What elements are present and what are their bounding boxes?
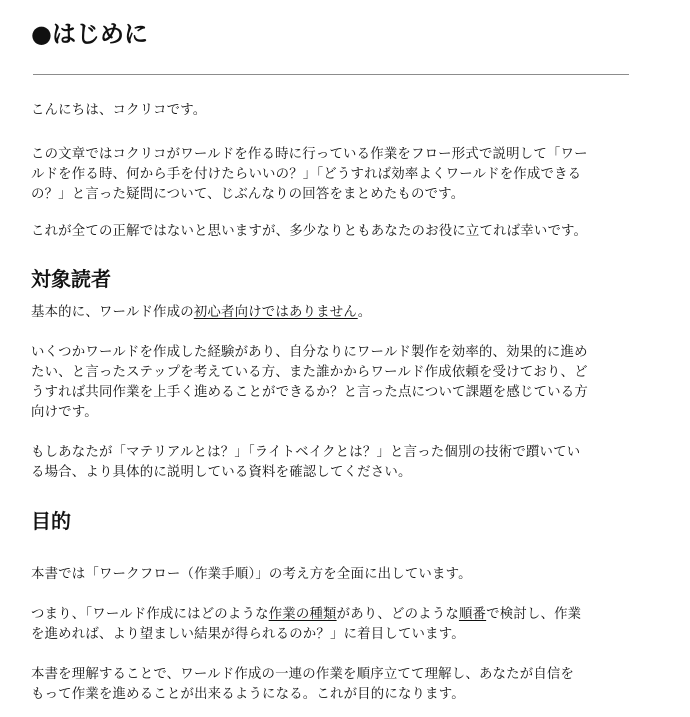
intro-closing-text: これが全ての正解ではないと思いますが、多少なりともあなたのお役に立てれば幸いです。 [31,224,588,239]
intro-paragraph-line-2: ルドを作る時、何から手を付けたらいいの？」「どうすれば効率よくワールドを作成できる [31,167,582,182]
not-for-beginners-emphasis: 初心者向けではありません [193,305,358,320]
audience-note-line-1: もしあなたが「マテリアルとは？」「ライトベイクとは？」と言った個別の技術で躓いてい [31,445,581,460]
purpose-paragraph-3-line-2: もって作業を進めることが出来るようになる。これが目的になります。 [31,687,465,702]
purpose-paragraph-1: 本書では「ワークフロー（作業手順）」の考え方を全面に出しています。 [31,567,472,582]
audience-basic-text [31,303,636,323]
greeting-text: こんにちは、コクリコです。 [31,103,207,118]
purpose-text-segment: で検討し、作業 [486,607,582,622]
purpose-heading: 目的 [31,509,71,533]
purpose-paragraph-2-line-2: を進めれば、より望ましい結果が得られるのか？」に着目しています。 [31,627,465,642]
audience-heading: 対象読者 [31,267,111,291]
order-emphasis: 順番 [458,607,487,622]
audience-paragraph-line-2: たい、と言ったステップを考えている方、また誰かからワールド作成依頼を受けており、ど [31,365,588,380]
intro-paragraph-line-1: この文章ではコクリコがワールドを作る時に行っている作業をフロー形式で説明して「ワー [31,147,588,162]
audience-paragraph-line-1: いくつかワールドを作成した経験があり、自分なりにワールド製作を効率的、効果的に進め [31,345,588,360]
purpose-text-segment: があり、どのような [336,607,459,622]
audience-basic-prefix: 基本的に、ワールド作成の [31,305,194,320]
page-title: ●はじめに [31,20,148,48]
purpose-paragraph-2-line-1 [31,605,636,625]
audience-basic-suffix: 。 [357,305,372,320]
title-divider [33,74,629,75]
work-types-emphasis: 作業の種類 [268,607,337,622]
audience-paragraph-line-3: うすれば共同作業を上手く進めることができるか？と言った点について課題を感じている方 [31,385,588,400]
purpose-paragraph-3-line-1: 本書を理解することで、ワールド作成の一連の作業を順序立てて理解し、あなたが自信を [31,667,575,682]
audience-note-line-2: る場合、より具体的に説明している資料を確認してください。 [31,465,412,480]
audience-paragraph-line-4: 向けです。 [31,405,98,420]
purpose-text-segment: つまり、「ワールド作成にはどのような [31,607,269,622]
intro-paragraph-line-3: の？」と言った疑問について、じぶんなりの回答をまとめたものです。 [31,187,465,202]
